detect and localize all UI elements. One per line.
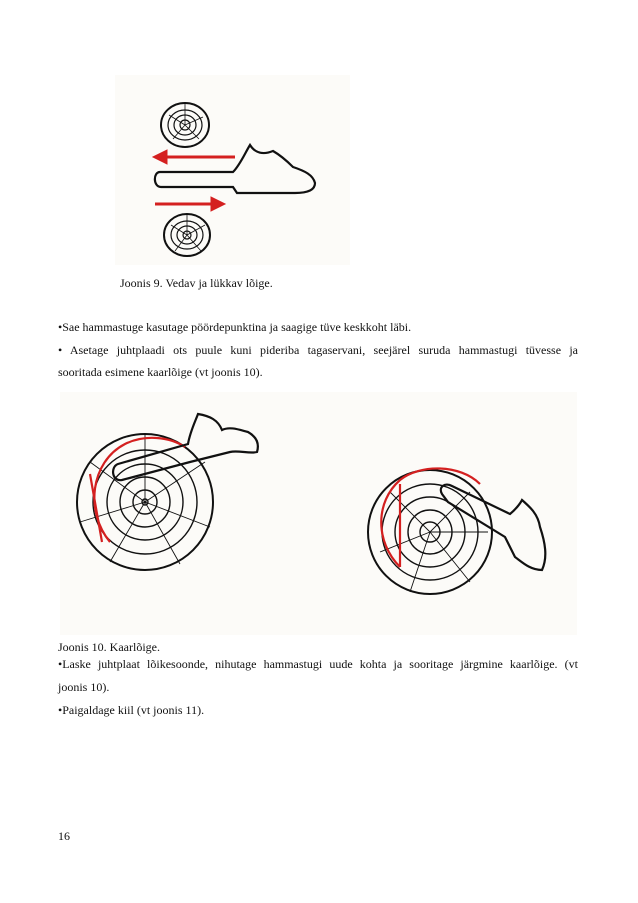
- paragraph-3-line-2: joonis 10).: [58, 680, 110, 694]
- paragraph-2-line-1: • Asetage juhtplaadi ots puule kuni pideriba tagaservani, seejärel suruda hammastugi tüvesse ja: [58, 343, 578, 357]
- paragraph-1: •Sae hammastuge kasutage pöördepunktina ja saagige tüve keskkoht läbi.: [58, 320, 412, 334]
- log-bottom: [164, 214, 210, 256]
- paragraph-2-line-2: sooritada esimene kaarlõige (vt joonis 10).: [58, 365, 263, 379]
- paragraph-3-line-1: •Laske juhtplaat lõikesoonde, nihutage hammastugi uude kohta ja sooritage järgmine kaarlõige. (vt: [58, 657, 578, 671]
- figure-10-caption: Joonis 10. Kaarlõige.: [58, 640, 160, 654]
- page-number: 16: [58, 829, 70, 843]
- log-left: [77, 434, 213, 570]
- arrow-right: [155, 197, 225, 211]
- figure-9-illustration: [115, 75, 350, 265]
- arrow-left: [153, 150, 235, 164]
- log-top: [161, 103, 209, 147]
- cut-arc-right: [381, 468, 480, 567]
- figure-9-caption: Joonis 9. Vedav ja lükkav lõige.: [120, 276, 273, 290]
- chainsaw-top: [155, 145, 315, 193]
- log-right: [368, 470, 492, 594]
- chainsaw-right: [441, 485, 545, 570]
- figure-10-illustration: [60, 392, 577, 635]
- paragraph-4: •Paigaldage kiil (vt joonis 11).: [58, 703, 205, 717]
